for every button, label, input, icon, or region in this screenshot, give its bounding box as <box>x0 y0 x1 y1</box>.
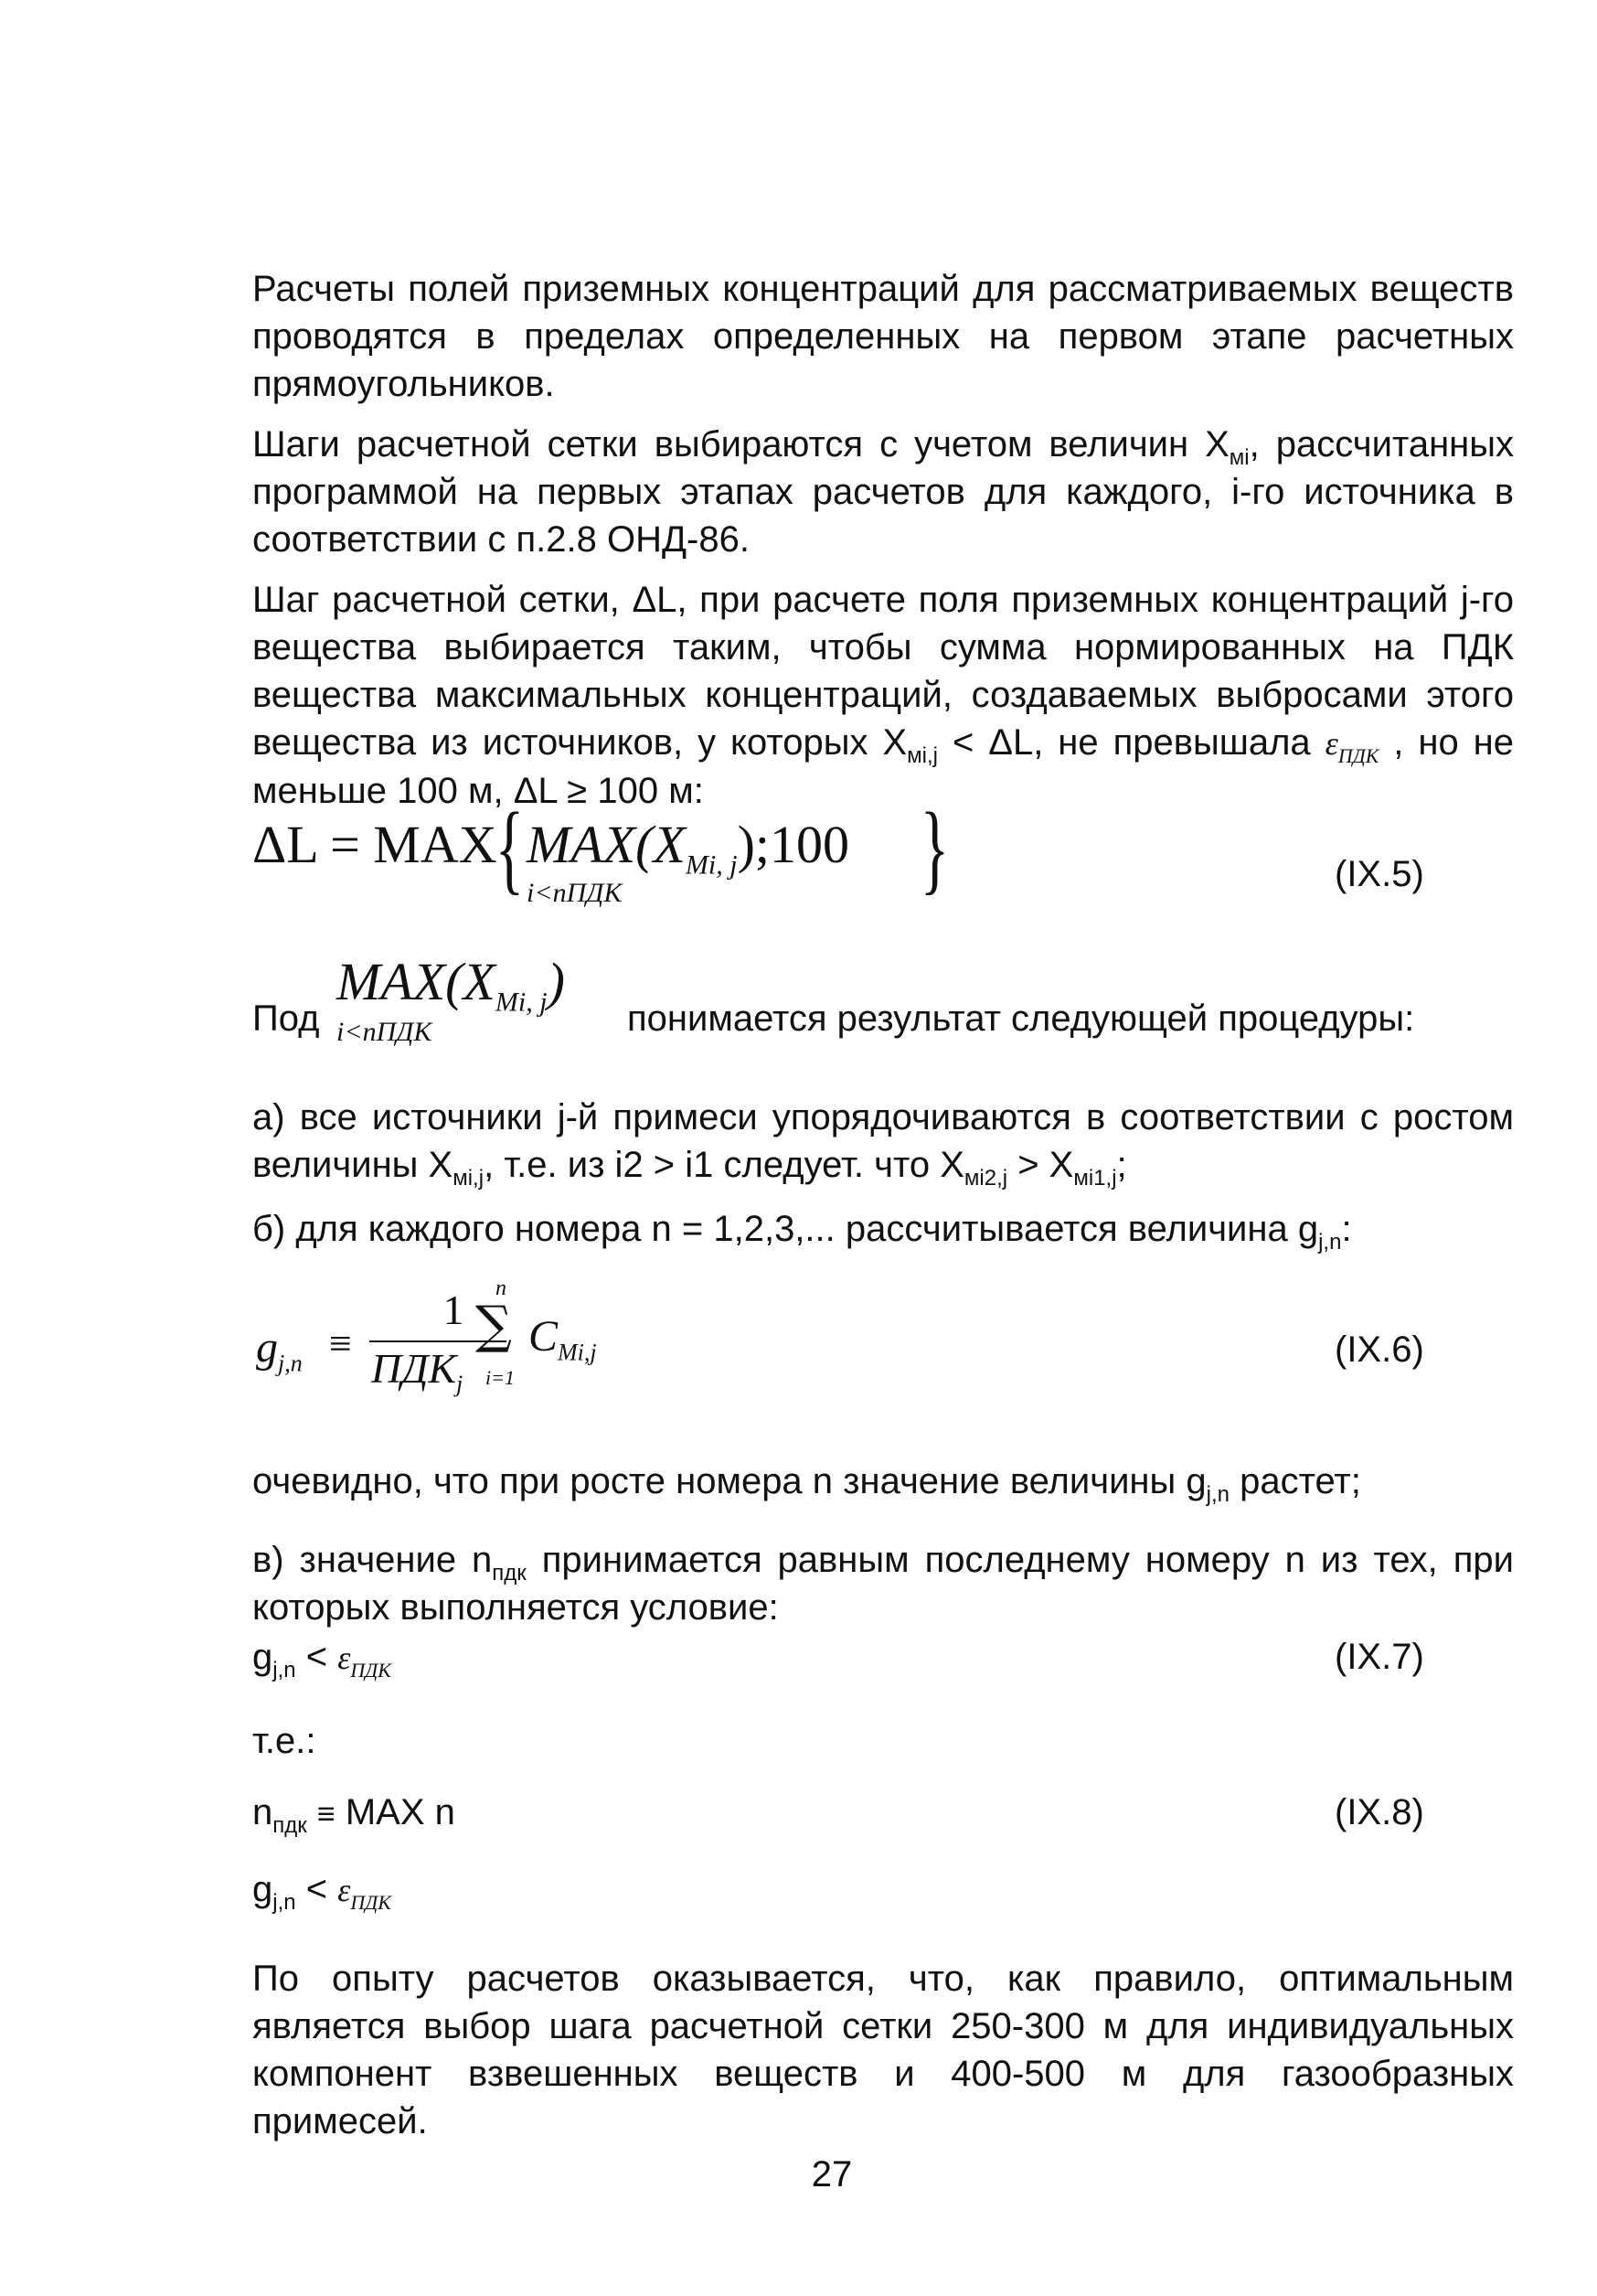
paragraph-last: По опыту расчетов оказывается, что, как правило, оптимальным является выбор шага расчетной сетки 250-300 м для индивидуальных компонент взвешенных веществ и 400-500 м для газообразных примесей. <box>252 1959 1514 2141</box>
paragraph-2: Шаги расчетной сетки выбираются с учетом величин $X_{мi}$, рассчитанных программой на первых этапах расчетов для каждого, i-го источника в соответствии с п.2.8 ОНД-86. <box>252 424 1514 560</box>
formula-ix7-label: (IX.7) <box>1335 1637 1424 1677</box>
formula-ix5-under: i<nПДК <box>527 878 623 908</box>
obvious-line: очевидно, что при росте номера n значение величины $g_{j,n}$ растет; <box>252 1461 1361 1507</box>
paragraph-3: Шаг расчетной сетки, ΔL, при расчете поля приземных концентраций j-го вещества выбирается таким, чтобы сумма нормированных на ПДК вещества максимальных концентраций, создаваемых выбросами этого вещества из источников, у которых $X_{мi,j} < \Delta L$, не превышала $\varepsilon_{ПДК}$ , но не меньше 100 м, ΔL ≥ 100 м: <box>252 580 1514 811</box>
item-c: в) значение $n_{пдк}$ принимается равным последнему номеру n из тех, при которых выполняется условие: <box>252 1540 1514 1628</box>
formula-ix8-label: (IX.8) <box>1335 1792 1424 1832</box>
formula-ix7: $g_{j,n} < \varepsilon_{ПДК}$ (IX.7) <box>252 1637 1424 1682</box>
formula-ix6-term: $C_{Mi,j}$ <box>528 1312 597 1366</box>
formula-ix6-label: (IX.6) <box>1335 1330 1424 1370</box>
formula-ix6-denominator: $ПДК_j$ <box>371 1345 463 1398</box>
pod-line-expr: $MAX(X_{Mi, j})$ <box>336 952 565 1018</box>
summation-sign: ∑ <box>475 1296 512 1355</box>
formula-ix5-left-brace: { <box>495 792 525 903</box>
formula-ix5-inner: $MAX(X_{Mi, j});100$ <box>527 815 850 881</box>
formula-condition: $g_{j,n} < \varepsilon_{ПДК}$ <box>252 1869 391 1915</box>
item-a: а) все источники j-й примеси упорядочиваются в соответствии с ростом величины $X_{мi,j}$, т.е. из i2 > i1 следует. что $X_{мi2,j} > X_{мi1,j}$; <box>252 1097 1514 1191</box>
item-b: б) для каждого номера n = 1,2,3,... рассчитывается величина $g_{j,n}$: <box>252 1209 1352 1255</box>
formula-ix5-lhs: ΔL = MAX <box>252 815 497 874</box>
formula-ix5-right-brace: } <box>920 792 950 903</box>
formula-ix5 <box>252 786 1532 924</box>
te-line: т.е.: <box>252 1721 316 1761</box>
pod-line: Под $MAX(X_{Mi, j})$ i<nПДК понимается результат следующей процедуры: <box>252 952 1415 1047</box>
formula-ix5-label: (IX.5) <box>1335 854 1424 894</box>
formula-ix8: $n_{пдк}$ ≡ MAX n (IX.8) <box>252 1792 1424 1838</box>
formula-ix6-numerator: 1 <box>442 1287 464 1333</box>
page-number: 27 <box>811 2154 853 2195</box>
paragraph-1: Расчеты полей приземных концентраций для рассматриваемых веществ проводятся в пределах определенных на первом этапе расчетных прямоугольников. <box>252 269 1514 404</box>
formula-ix6: $g_{j,n}$ ≡ 1 $ПДК_j$ n ∑ i=1 $C_{Mi,j}$ (IX.6) <box>256 1276 1424 1398</box>
formula-ix6-lhs: $g_{j,n}$ <box>256 1323 303 1377</box>
